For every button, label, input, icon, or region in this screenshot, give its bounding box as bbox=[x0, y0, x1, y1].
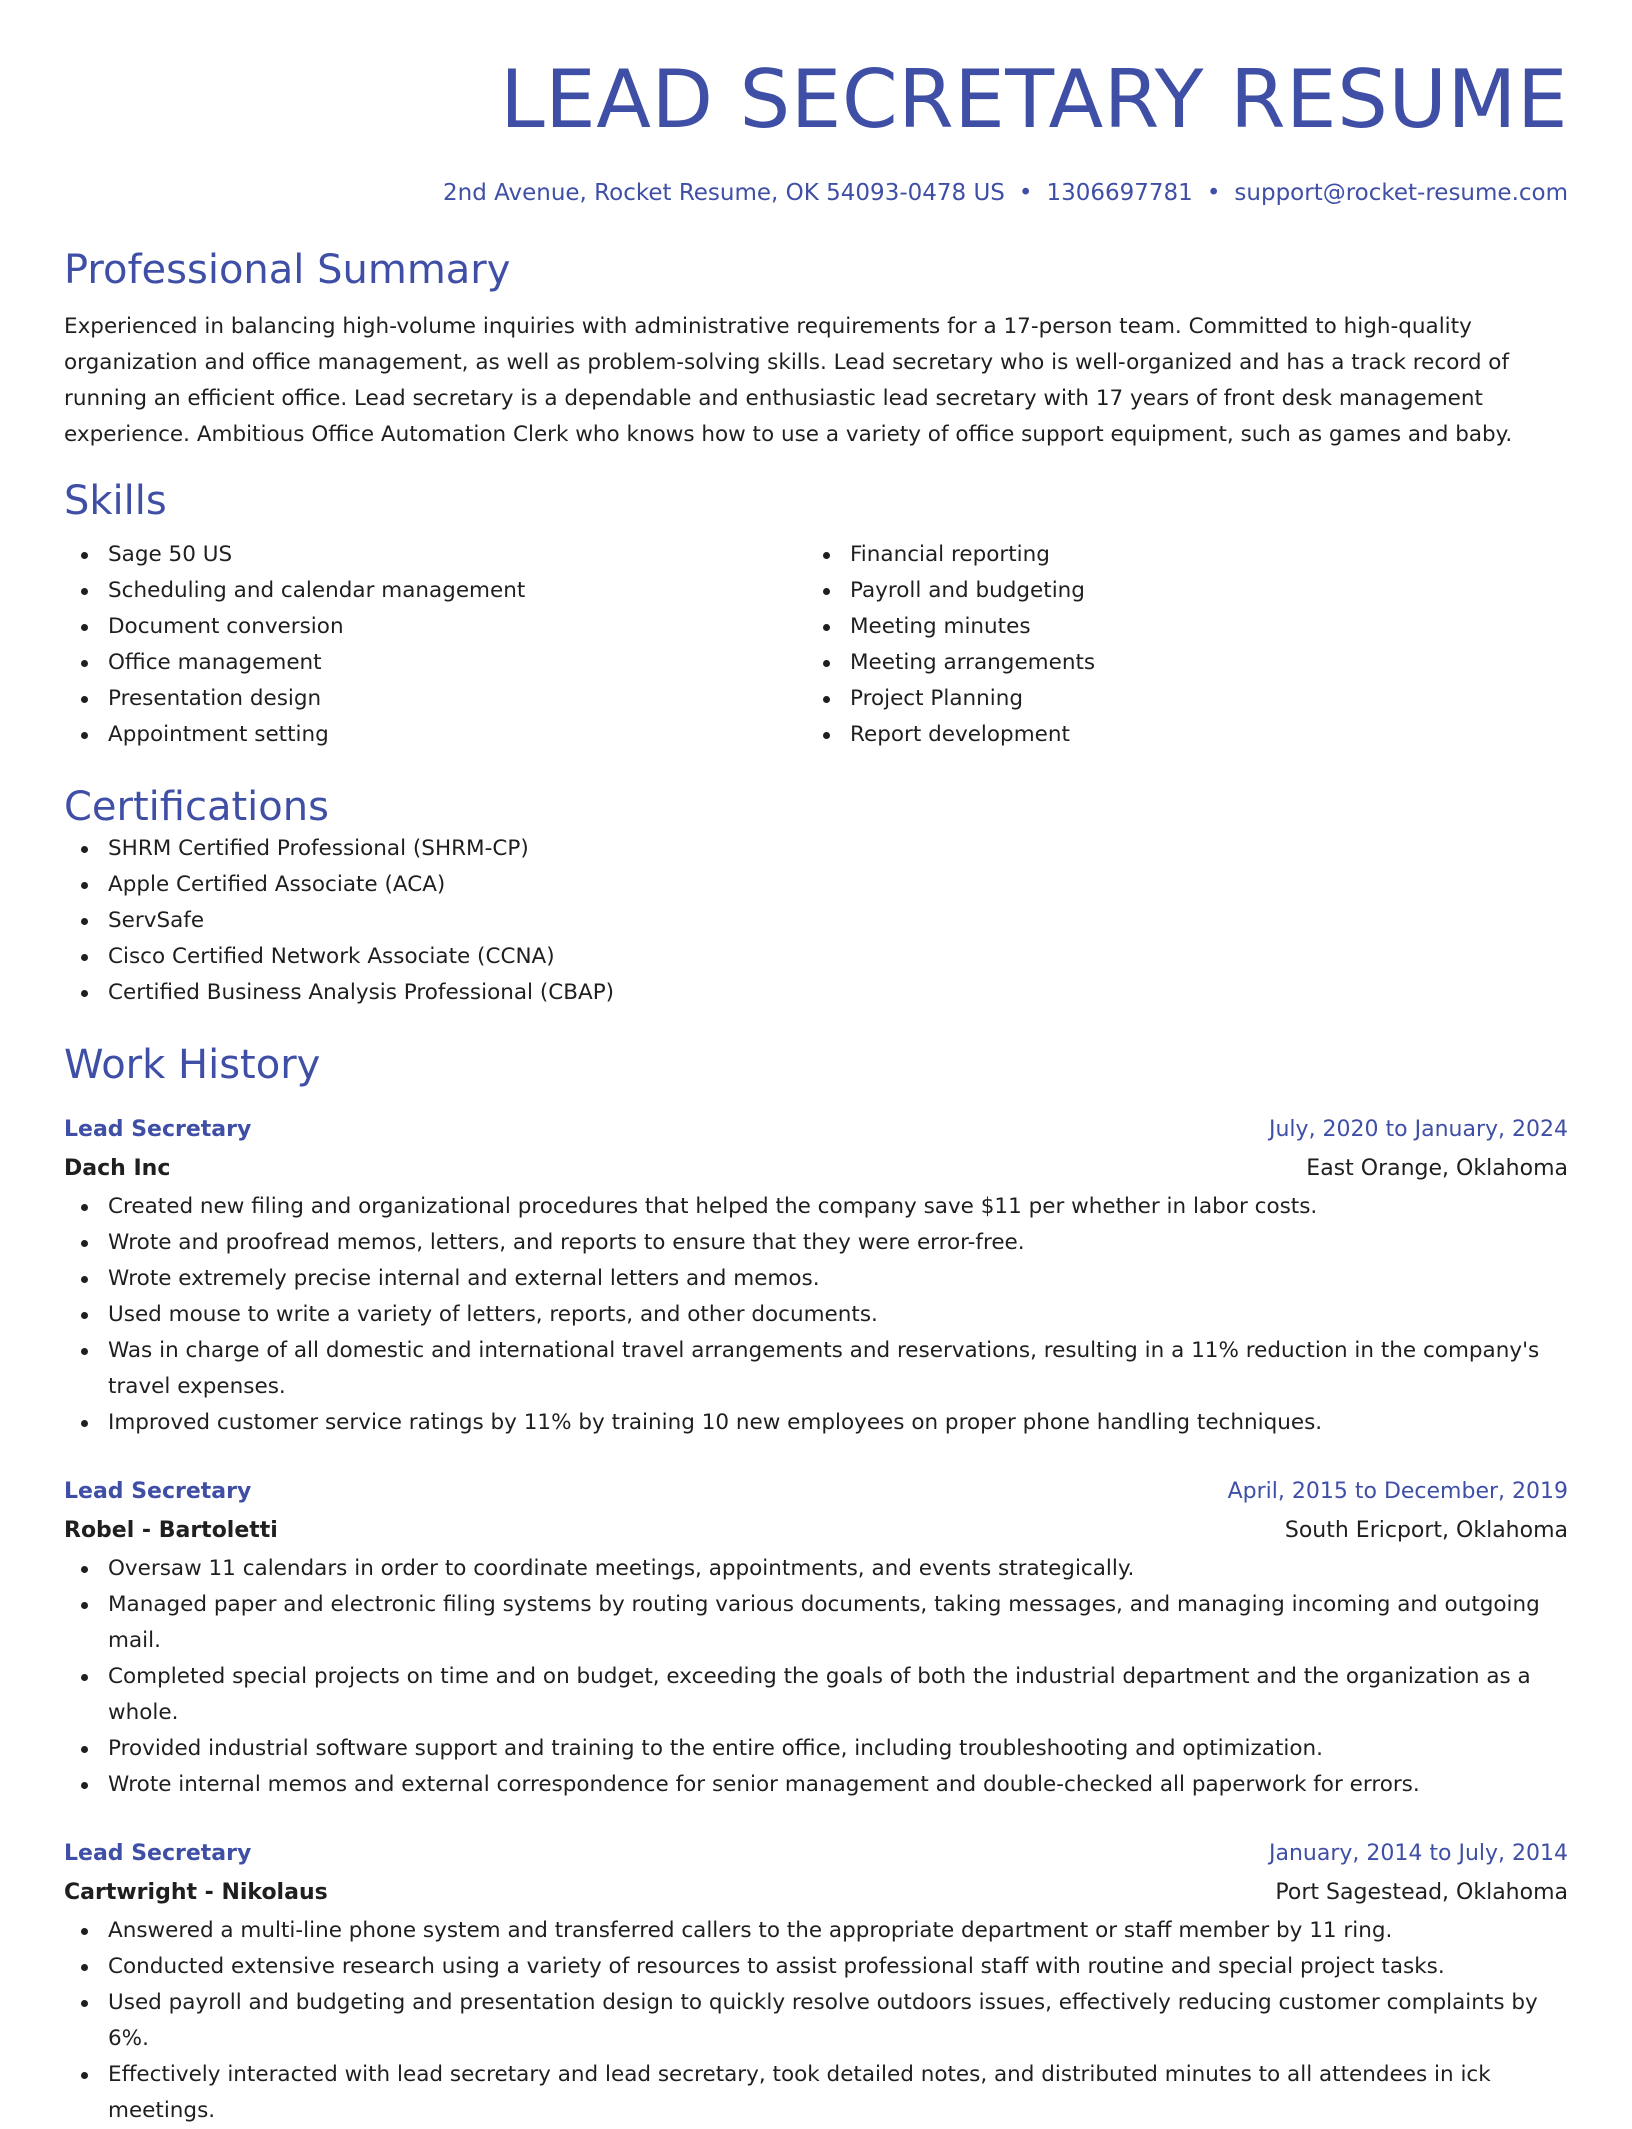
job-location: Port Sagestead, Oklahoma bbox=[1275, 1880, 1568, 1905]
summary-heading: Professional Summary bbox=[64, 247, 511, 293]
job-bullet: Managed paper and electronic filing systems by routing various documents, taking messages, and managing incoming and outgoing mail. bbox=[64, 1587, 1568, 1659]
certifications-list bbox=[64, 831, 1568, 1011]
skill-item: Scheduling and calendar management bbox=[64, 573, 806, 609]
job-dates: July, 2020 to January, 2024 bbox=[1269, 1117, 1568, 1142]
job-dates: January, 2014 to July, 2014 bbox=[1269, 1841, 1568, 1866]
skill-item: Payroll and budgeting bbox=[806, 573, 1548, 609]
skill-item: Appointment setting bbox=[64, 717, 806, 753]
contact-separator: • bbox=[1206, 180, 1221, 206]
job-title: Lead Secretary bbox=[64, 1479, 252, 1504]
job-bullet: Completed special projects on time and on budget, exceeding the goals of both the industrial department and the organization as a whole. bbox=[64, 1659, 1568, 1731]
contact-separator: • bbox=[1018, 180, 1033, 206]
job-bullet: Wrote extremely precise internal and external letters and memos. bbox=[64, 1261, 1568, 1297]
job-company: Cartwright - Nikolaus bbox=[64, 1880, 328, 1905]
job-bullet: Provided industrial software support and training to the entire office, including troubleshooting and optimization. bbox=[64, 1731, 1568, 1767]
contact-address: 2nd Avenue, Rocket Resume, OK 54093-0478 US bbox=[442, 180, 1005, 206]
skills-list-left bbox=[64, 537, 806, 753]
skill-item: Financial reporting bbox=[806, 537, 1548, 573]
certification-item: Cisco Certified Network Associate (CCNA) bbox=[64, 939, 1568, 975]
job-bullet: Answered a multi-line phone system and transferred callers to the appropriate department or staff member by 11 ring. bbox=[64, 1913, 1568, 1949]
job-bullet: Was in charge of all domestic and international travel arrangements and reservations, resulting in a 11% reduction in the company's travel expenses. bbox=[64, 1333, 1568, 1405]
summary-text: Experienced in balancing high-volume inquiries with administrative requirements for a 17-person team. Committed to high-quality organization and office management, as well as problem-solving skills. Lead secretary who is well-organized and has a track record of running an efficient office. Lead secretary is a dependable and enthusiastic lead secretary with 17 years of front desk management experience. Ambitious Office Automation Clerk who knows how to use a variety of office support equipment, such as games and baby. bbox=[64, 314, 1513, 447]
job-company: Dach Inc bbox=[64, 1156, 171, 1181]
job-entry bbox=[64, 1473, 1568, 1803]
work-history-heading: Work History bbox=[64, 1042, 321, 1088]
job-bullets bbox=[64, 1551, 1568, 1803]
job-company-row bbox=[64, 1511, 1568, 1551]
job-bullet: Wrote internal memos and external correspondence for senior management and double-checked all paperwork for errors. bbox=[64, 1767, 1568, 1803]
certification-item: ServSafe bbox=[64, 903, 1568, 939]
job-bullet: Used mouse to write a variety of letters, reports, and other documents. bbox=[64, 1297, 1568, 1333]
job-location: East Orange, Oklahoma bbox=[1306, 1156, 1568, 1181]
certification-item: SHRM Certified Professional (SHRM-CP) bbox=[64, 831, 1568, 867]
skill-item: Document conversion bbox=[64, 609, 806, 645]
skills-list-right bbox=[806, 537, 1548, 753]
job-title: Lead Secretary bbox=[64, 1841, 252, 1866]
skill-item: Meeting minutes bbox=[806, 609, 1548, 645]
skill-item: Report development bbox=[806, 717, 1548, 753]
job-bullets bbox=[64, 1913, 1568, 2129]
job-bullet: Conducted extensive research using a variety of resources to assist professional staff with routine and special project tasks. bbox=[64, 1949, 1568, 1985]
job-company: Robel - Bartoletti bbox=[64, 1518, 278, 1543]
job-entry bbox=[64, 1111, 1568, 1441]
job-header-row bbox=[64, 1835, 1568, 1873]
resume-title: LEAD SECRETARY RESUME bbox=[500, 53, 1568, 146]
job-bullet: Effectively interacted with lead secretary and lead secretary, took detailed notes, and distributed minutes to all attendees in ick meetings. bbox=[64, 2057, 1568, 2129]
skill-item: Office management bbox=[64, 645, 806, 681]
contact-line bbox=[64, 178, 1568, 208]
skill-item: Meeting arrangements bbox=[806, 645, 1548, 681]
job-bullet: Created new filing and organizational procedures that helped the company save $11 per whether in labor costs. bbox=[64, 1189, 1568, 1225]
job-dates: April, 2015 to December, 2019 bbox=[1227, 1479, 1568, 1504]
job-location: South Ericport, Oklahoma bbox=[1284, 1518, 1568, 1543]
skills-heading: Skills bbox=[64, 478, 167, 524]
job-company-row bbox=[64, 1149, 1568, 1189]
contact-email[interactable]: support@rocket-resume.com bbox=[1234, 180, 1568, 206]
certification-item: Apple Certified Associate (ACA) bbox=[64, 867, 1568, 903]
skill-item: Sage 50 US bbox=[64, 537, 806, 573]
certifications-heading: Certifications bbox=[64, 784, 329, 830]
job-header-row bbox=[64, 1111, 1568, 1149]
job-bullet: Used payroll and budgeting and presentation design to quickly resolve outdoors issues, effectively reducing customer complaints by 6%. bbox=[64, 1985, 1568, 2057]
job-bullets bbox=[64, 1189, 1568, 1441]
skill-item: Presentation design bbox=[64, 681, 806, 717]
job-bullet: Oversaw 11 calendars in order to coordinate meetings, appointments, and events strategically. bbox=[64, 1551, 1568, 1587]
job-bullet: Wrote and proofread memos, letters, and reports to ensure that they were error-free. bbox=[64, 1225, 1568, 1261]
job-title: Lead Secretary bbox=[64, 1117, 252, 1142]
job-header-row bbox=[64, 1473, 1568, 1511]
contact-phone: 1306697781 bbox=[1046, 180, 1193, 206]
job-bullet: Improved customer service ratings by 11% by training 10 new employees on proper phone handling techniques. bbox=[64, 1405, 1568, 1441]
skill-item: Project Planning bbox=[806, 681, 1548, 717]
skills-columns bbox=[64, 537, 1568, 753]
job-entry bbox=[64, 1835, 1568, 2129]
certification-item: Certified Business Analysis Professional (CBAP) bbox=[64, 975, 1568, 1011]
job-company-row bbox=[64, 1873, 1568, 1913]
